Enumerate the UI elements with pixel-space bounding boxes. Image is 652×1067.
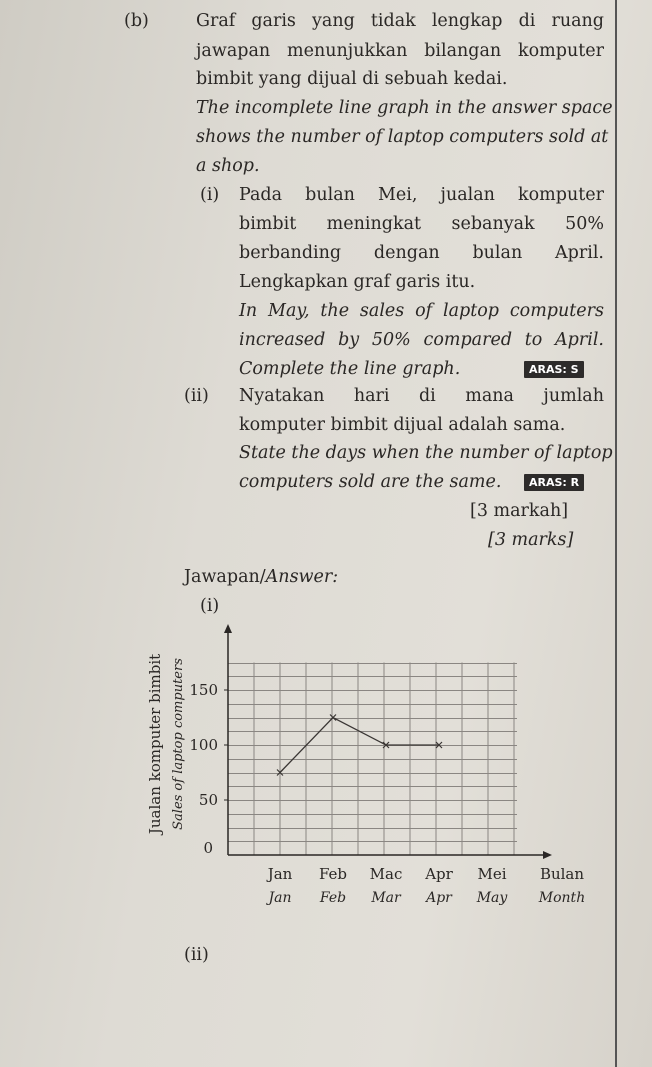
y-axis-label-english: Sales of laptop computers [171,658,186,830]
part-ii-malay-line: Nyatakan hari di mana jumlah [239,386,604,406]
x-tick-label-malay: Feb [318,865,348,883]
level-badge-r: ARAS: R [524,474,584,491]
part-ii-english-line: State the days when the number of laptop [239,443,613,463]
part-ii-malay-line: komputer bimbit dijual adalah sama. [239,415,566,435]
part-i-malay-line: bimbit meningkat sebanyak 50% [239,214,604,234]
x-axis-label-malay: Bulan [539,865,585,883]
marks-malay: [3 markah] [470,501,569,521]
x-tick-label-english: Mar [371,890,401,906]
x-tick-label-english: Feb [319,890,347,906]
x-axis-label-english: Month [538,890,586,906]
y-axis-label-malay: Jualan komputer bimbit [146,653,164,835]
part-i-label: (i) [200,185,220,205]
question-malay-line: jawapan menunjukkan bilangan komputer [196,41,604,61]
y-tick-label: 150 [189,681,218,699]
question-malay-line: Graf garis yang tidak lengkap di ruang [196,11,604,31]
answer-part-i-label: (i) [200,596,220,616]
x-tick-label-malay: Mac [369,865,403,883]
part-i-english-line: Complete the line graph. [239,359,461,379]
question-english-line: a shop. [196,156,260,176]
x-axis-arrow [543,851,552,859]
part-i-malay-line: Pada bulan Mei, jualan komputer [239,185,604,205]
part-i-english-line: increased by 50% compared to April. [239,330,604,350]
y-axis-arrow [224,624,232,633]
marks-english: [3 marks] [488,530,574,550]
answer-part-ii-label: (ii) [184,945,209,965]
x-tick-label-malay: Mei [477,865,507,883]
level-badge-s: ARAS: S [524,361,584,378]
answer-heading-malay: Jawapan/ [184,567,266,587]
part-i-malay-line: berbanding dengan bulan April. [239,243,604,263]
x-tick-label-malay: Apr [425,865,453,883]
x-tick-label-malay: Jan [267,865,293,883]
part-ii-label: (ii) [184,386,209,406]
question-malay-line: bimbit yang dijual di sebuah kedai. [196,69,508,89]
data-point [330,715,336,721]
part-ii-english-line: computers sold are the same. [239,472,502,492]
y-tick-label: 100 [189,736,218,754]
question-english-line: shows the number of laptop computers sold at [196,127,609,147]
part-i-malay-line: Lengkapkan graf garis itu. [239,272,476,292]
y-tick-label: 50 [198,791,218,809]
question-label: (b) [124,11,149,31]
x-tick-label-english: Apr [426,890,452,906]
part-i-english-line: In May, the sales of laptop computers [239,301,604,321]
question-english-line: The incomplete line graph in the answer space [196,98,613,118]
x-tick-label-english: May [476,890,508,906]
x-tick-label-english: Jan [268,890,292,906]
answer-heading-english: Answer: [265,567,339,587]
y-tick-label: 0 [203,839,213,857]
